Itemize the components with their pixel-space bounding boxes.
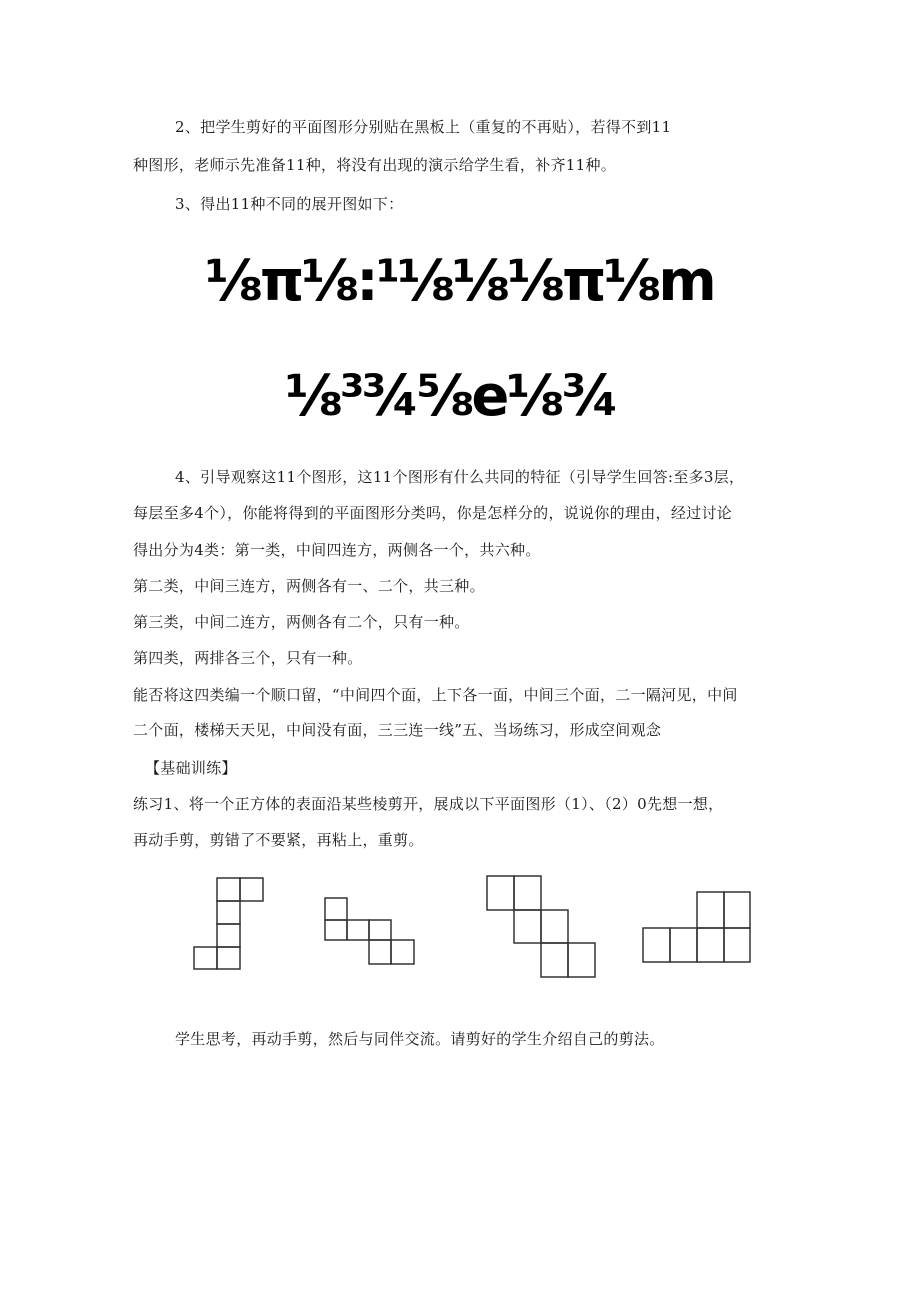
garbled-symbol-row-2: ⅛³¾⅝e⅛¾ — [285, 364, 617, 429]
paragraph-4-line-2: 每层至多4个），你能将得到的平面图形分类吗，你是怎样分的，说说你的理由，经过讨论 — [133, 504, 733, 522]
paragraph-3: 3、得出11种不同的展开图如下： — [175, 195, 404, 213]
rhyme-line-2: 二个面，楼梯天天见，中间没有面，三三连一线”五、当场练习，形成空间观念 — [133, 721, 662, 739]
exercise-1-line-2: 再动手剪，剪错了不要紧，再粘上，重剪。 — [133, 831, 424, 849]
paragraph-4-line-3: 得出分为4类：第一类，中间四连方，两侧各一个，共六种。 — [133, 541, 541, 559]
exercise-1-line-1: 练习1、将一个正方体的表面沿某些棱剪开，展成以下平面图形（1）、（2）0先想一想， — [133, 795, 724, 813]
cube-net-figure-3 — [483, 872, 603, 982]
section-heading: 【基础训练】 — [145, 759, 237, 777]
category-4: 第四类，两排各三个，只有一种。 — [133, 649, 363, 667]
paragraph-2-line-1: 2、把学生剪好的平面图形分别贴在黑板上（重复的不再贴），若得不到11 — [175, 118, 672, 136]
closing-paragraph: 学生思考，再动手剪，然后与同伴交流。请剪好的学生介绍自己的剪法。 — [175, 1030, 665, 1048]
garbled-symbol-row-1: ⅛π⅛:¹⅛⅛⅛π⅛m — [205, 249, 714, 314]
category-3: 第三类，中间二连方，两侧各有二个，只有一种。 — [133, 613, 470, 631]
cube-net-figure-2 — [320, 894, 420, 969]
category-2: 第二类，中间三连方，两侧各有一、二个，共三种。 — [133, 577, 485, 595]
cube-net-figure-1 — [190, 874, 270, 974]
rhyme-line-1: 能否将这四类编一个顺口留，“中间四个面，上下各一面，中间三个面，二一隔河见，中间 — [133, 686, 738, 704]
cube-net-figure-4 — [638, 888, 758, 968]
paragraph-2-line-2: 种图形，老师示先准备11种，将没有出现的演示给学生看，补齐11种。 — [133, 156, 617, 174]
paragraph-4-line-1: 4、引导观察这11个图形，这11个图形有什么共同的特征（引导学生回答:至多3层， — [175, 468, 745, 486]
